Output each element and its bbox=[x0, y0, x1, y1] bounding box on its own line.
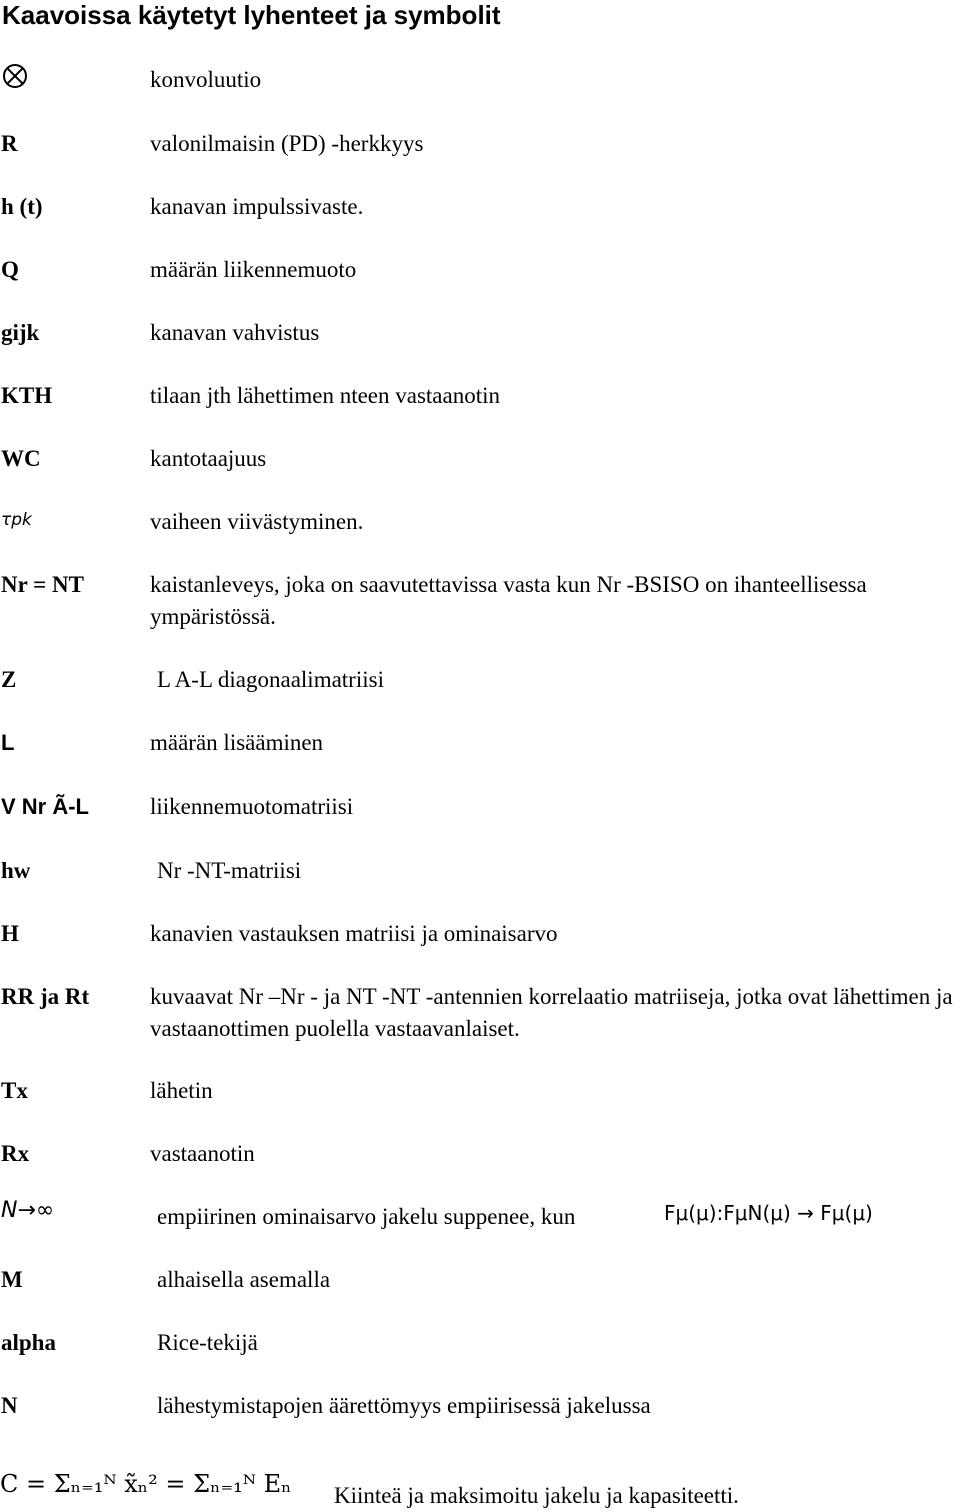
definition-text: empiirinen ominaisarvo jakelu suppenee, kun bbox=[157, 1204, 576, 1229]
definition-text: lähetin bbox=[150, 1078, 213, 1103]
definition-text: määrän liikennemuoto bbox=[150, 257, 357, 282]
definition-text: vaiheen viivästyminen. bbox=[150, 509, 364, 534]
symbol-text: τpk bbox=[1, 510, 32, 530]
definition-text: tilaan jth lähettimen nteen vastaanotin bbox=[150, 383, 500, 408]
symbol-text: alpha bbox=[1, 1330, 56, 1355]
symbol-text: Tx bbox=[1, 1078, 28, 1103]
definition-text: kanavan vahvistus bbox=[150, 320, 320, 345]
definition-text: lähestymistapojen äärettömyys empiirisessä jakelussa bbox=[157, 1393, 651, 1418]
symbol-text: H bbox=[1, 921, 19, 946]
definition-text: konvoluutio bbox=[150, 67, 262, 92]
definition-text: kanavan impulssivaste. bbox=[150, 194, 364, 219]
symbol-text: M bbox=[1, 1267, 23, 1292]
definition-text: Kiinteä ja maksimoitu jakelu ja kapasiteetti. bbox=[334, 1483, 739, 1508]
symbol-text: R bbox=[1, 131, 18, 156]
symbol-text: Q bbox=[1, 257, 19, 282]
definition-text: valonilmaisin (PD) -herkkyys bbox=[150, 131, 424, 156]
page-title: Kaavoissa käytetyt lyhenteet ja symbolit bbox=[2, 0, 501, 30]
symbol-text: L bbox=[1, 730, 15, 755]
definition-text: Nr -NT-matriisi bbox=[157, 858, 302, 883]
definition-text: liikennemuotomatriisi bbox=[150, 794, 354, 819]
convolution-icon bbox=[1, 62, 29, 90]
definition-text: vastaanotin bbox=[150, 1141, 255, 1166]
symbol-text: gijk bbox=[1, 320, 40, 345]
symbol-text: Z bbox=[1, 667, 17, 692]
symbol-text: N→∞ bbox=[1, 1198, 55, 1223]
definition-text: L A-L diagonaalimatriisi bbox=[157, 667, 384, 692]
symbol-text: V Nr Ã-L bbox=[1, 794, 89, 819]
definition-text: kuvaavat Nr –Nr - ja NT -NT -antennien korrelaatio matriiseja, jotka ovat lähettimen ja vastaanottimen puolella vastaavanlaiset. bbox=[150, 984, 953, 1041]
symbol-text: KTH bbox=[1, 383, 53, 408]
symbol-text: h (t) bbox=[1, 194, 43, 219]
symbol-text: WC bbox=[1, 446, 41, 471]
definition-text: määrän lisääminen bbox=[150, 730, 324, 755]
definition-text: alhaisella asemalla bbox=[157, 1267, 331, 1292]
definition-text: kaistanleveys, joka on saavutettavissa vasta kun Nr -BSISO on ihanteellisessa ympäristössä. bbox=[150, 572, 867, 629]
definition-text: kanavien vastauksen matriisi ja ominaisarvo bbox=[150, 921, 558, 946]
symbol-text: hw bbox=[1, 858, 31, 883]
limit-formula: Fμ(μ):FμN(μ) → Fμ(μ) bbox=[664, 1201, 873, 1225]
symbol-text: Rx bbox=[1, 1141, 30, 1166]
symbol-text: RR ja Rt bbox=[1, 984, 90, 1009]
symbol-text: N bbox=[1, 1393, 18, 1418]
definition-text: Rice-tekijä bbox=[157, 1330, 258, 1355]
definition-text: kantotaajuus bbox=[150, 446, 267, 471]
symbol-text: Nr = NT bbox=[1, 572, 84, 597]
capacity-formula: C = Σₙ₌₁ᴺ x̃ₙ² = Σₙ₌₁ᴺ Eₙ bbox=[0, 1470, 292, 1498]
